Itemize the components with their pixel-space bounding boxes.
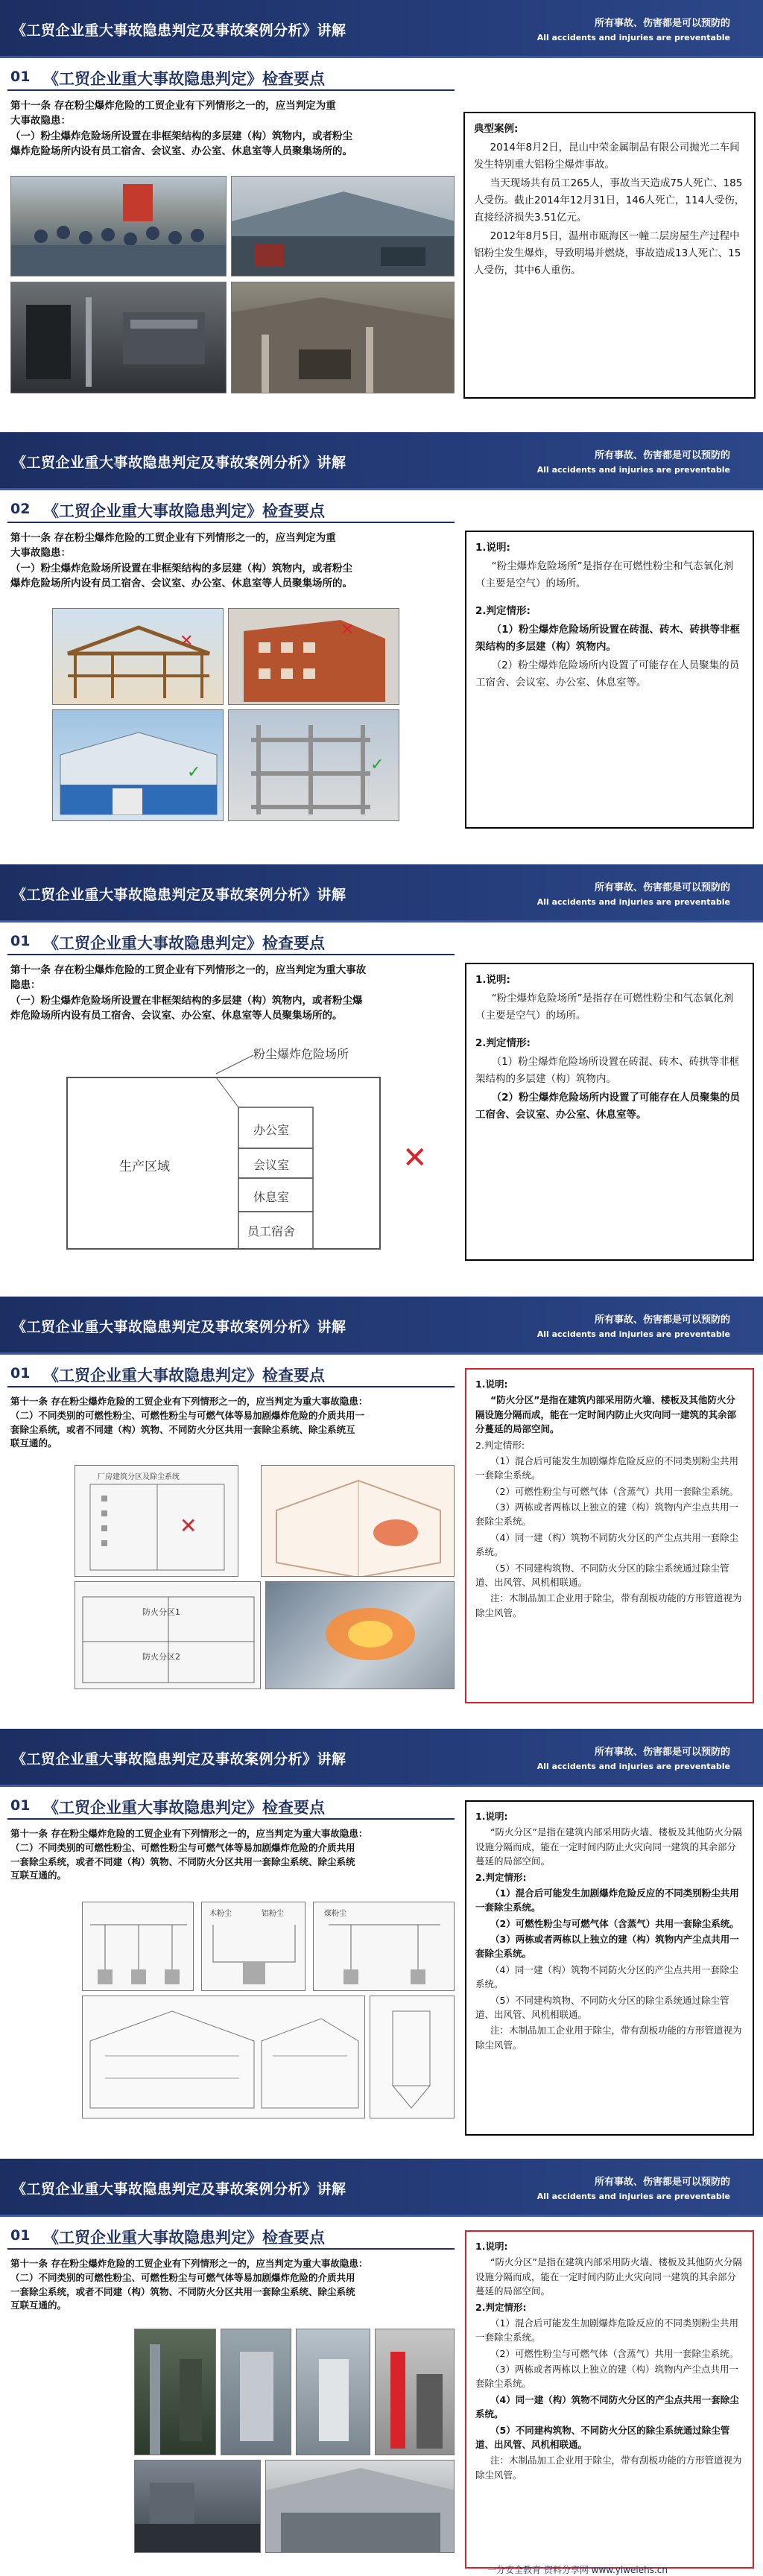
rule-line: （一）粉尘爆炸危险场所设置在非框架结构的多层建（构）筑物内，或者粉尘 xyxy=(10,562,352,575)
section-title: 《工贸企业重大事故隐患判定》检查要点 xyxy=(43,934,325,952)
rule-line: （二）不同类别的可燃性粉尘、可燃性粉尘与可燃气体等易加剧爆炸危险的介质共用 xyxy=(10,1841,355,1853)
rule-line: 爆炸危险场所内设有员工宿舍、会议室、办公室、休息室等人员聚集场所的。 xyxy=(10,145,352,157)
slide-3 xyxy=(0,864,763,1282)
section-number: 01 xyxy=(10,69,31,85)
svg-text:✓: ✓ xyxy=(187,763,201,782)
slogan-en: All accidents and injuries are preventable xyxy=(536,1762,730,1771)
slogan-en: All accidents and injuries are preventable xyxy=(536,465,730,475)
svg-text:✓: ✓ xyxy=(370,756,384,774)
photo-wood-frame xyxy=(52,608,224,705)
photo-factory-1 xyxy=(134,2329,216,2455)
timber-frame-illustration xyxy=(53,609,224,705)
building-3d-schematic xyxy=(262,1466,455,1577)
note-item: （2）可燃性粉尘与可燃气体（含蒸气）共用一套除尘系统。 xyxy=(490,2347,738,2359)
rule-line: 炸危险场所内设有员工宿舍、会议室、办公室、休息室等人员聚集场所的。 xyxy=(10,1009,343,1022)
slide-header xyxy=(0,0,763,58)
note-heading: 1.说明: xyxy=(475,542,510,554)
case-paragraph: 当天现场共有员工265人，事故当天造成75人死亡、185人受伤。截止2014年12月31日，146人死亡，114人受伤，直接经济损失3.51亿元。 xyxy=(474,177,745,224)
note-item: （1）混合后可能发生加剧爆炸危险反应的不同类别粉尘共用一套除尘系统。 xyxy=(475,1887,739,1914)
slogan-cn: 所有事故、伤害都是可以预防的 xyxy=(594,1747,730,1758)
note-item: 注：木制品加工企业用于除尘，带有刮板功能的方形管道视为除尘风管。 xyxy=(475,2025,742,2051)
rule-text xyxy=(10,98,458,159)
note-item: （5）不同建构筑物、不同防火分区的除尘系统通过除尘管道、出风管、风机相联通。 xyxy=(475,2424,730,2450)
slide-4 xyxy=(0,1297,763,1714)
section-number: 01 xyxy=(10,1797,31,1814)
rule-line: 套除尘系统，或者不同建（构）筑物、不同防火分区共用一套除尘系统、除尘系统互 xyxy=(10,1423,355,1435)
room-rest: 休息室 xyxy=(253,1190,290,1204)
rule-line: 一套除尘系统，或者不同建（构）筑物、不同防火分区共用一套除尘系统、除尘系统 xyxy=(10,1855,355,1867)
slogan-cn: 所有事故、伤害都是可以预防的 xyxy=(594,450,730,461)
rule-line: （一）粉尘爆炸危险场所设置在非框架结构的多层建（构）筑物内，或者粉尘爆 xyxy=(10,994,363,1007)
explanation-box xyxy=(465,963,754,1261)
svg-text:✕: ✕ xyxy=(180,632,194,651)
section-number: 01 xyxy=(10,933,31,949)
photo-crowd xyxy=(10,176,227,276)
rule-text xyxy=(10,963,458,1023)
note-heading: 2.判定情形: xyxy=(475,1871,527,1883)
photo-interior-1 xyxy=(10,282,227,393)
crowd-illustration xyxy=(11,177,227,276)
footer-url: 一分安全教育 资料分享网 www.yiweiehs.cn xyxy=(487,2565,668,2575)
photo-workshop-1 xyxy=(134,2460,261,2553)
note-item: 注：木制品加工企业用于除尘，带有刮板功能的方形管道视为除尘风管。 xyxy=(475,1592,742,1618)
diagram-caption: 厂房建筑分区及除尘系统 xyxy=(98,1473,180,1481)
note-paragraph: （2）粉尘爆炸危险场所内设置了可能存在人员聚集的员工宿舍、会议室、办公室、休息室等。 xyxy=(475,659,740,689)
diagram-dust-ducts-2 xyxy=(201,1902,305,1991)
note-heading: 2.判定情形: xyxy=(475,2301,527,2313)
diagram-collector xyxy=(370,1996,455,2118)
label-production-area: 生产区域 xyxy=(119,1159,170,1174)
steel-shed-illustration xyxy=(53,710,224,821)
slide-header xyxy=(0,1297,763,1355)
section-number: 02 xyxy=(10,501,31,517)
note-heading: 2.判定情形: xyxy=(475,604,531,617)
section-title: 《工贸企业重大事故隐患判定》检查要点 xyxy=(43,2229,325,2247)
collapsed-building-illustration xyxy=(232,282,455,393)
slide-header xyxy=(0,2159,763,2217)
zoning-schematic xyxy=(75,1466,238,1577)
section-title: 《工贸企业重大事故隐患判定》检查要点 xyxy=(43,70,325,88)
rule-line: 互联互通的。 xyxy=(10,2300,67,2311)
factory-illustration xyxy=(297,2329,370,2455)
note-heading: 1.说明: xyxy=(475,1379,508,1390)
rule-line: （二）不同类别的可燃性粉尘、可燃性粉尘与可燃气体等易加剧爆炸危险的介质共用一 xyxy=(10,1409,365,1421)
room-dorm: 员工宿舍 xyxy=(247,1224,296,1238)
rule-text xyxy=(10,2257,458,2313)
note-item: （5）不同建构筑物、不同防火分区的除尘系统通过除尘管道、出风管、风机相联通。 xyxy=(475,1994,729,2020)
fire-zone-label: 防火分区1 xyxy=(142,1607,180,1617)
note-paragraph: （2）粉尘爆炸危险场所内设置了可能存在人员聚集的员工宿舍、会议室、办公室、休息室等。 xyxy=(475,1091,740,1121)
slide-header xyxy=(0,432,763,490)
note-item: （4）同一建（构）筑物不同防火分区的产尘点共用一套除尘系统。 xyxy=(475,1963,738,1990)
section-title: 《工贸企业重大事故隐患判定》检查要点 xyxy=(43,502,325,520)
slogan-cn: 所有事故、伤害都是可以预防的 xyxy=(594,1314,730,1326)
rule-line: 联互通的。 xyxy=(10,1437,57,1449)
slide-2 xyxy=(0,432,763,849)
photo-factory-2 xyxy=(221,2329,291,2455)
header-title: 《工贸企业重大事故隐患判定及事故案例分析》讲解 xyxy=(12,455,346,471)
room-meeting: 会议室 xyxy=(253,1158,290,1172)
rule-line: 第十一条 存在粉尘爆炸危险的工贸企业有下列情形之一的，应当判定为重大事故隐患： xyxy=(10,1828,368,1839)
photo-factory-3 xyxy=(296,2329,370,2455)
spacer xyxy=(475,594,744,601)
rule-line: 大事故隐患： xyxy=(10,547,71,560)
photo-workshop-2 xyxy=(265,2460,455,2553)
slide-header xyxy=(0,864,763,923)
section-number: 01 xyxy=(10,1365,31,1382)
explanation-box xyxy=(465,531,754,829)
note-item: 注：木制品加工企业用于除尘，带有刮板功能的方形管道视为除尘风管。 xyxy=(475,2455,742,2481)
diagram-fire-zones xyxy=(75,1581,261,1689)
diagram-building-ducts xyxy=(82,1996,365,2118)
diagram-zoning xyxy=(75,1465,238,1577)
svg-text:✕: ✕ xyxy=(180,1513,197,1538)
rule-line: 第十一条 存在粉尘爆炸危险的工贸企业有下列情形之一的，应当判定为重 xyxy=(10,532,336,544)
section-underline xyxy=(7,1818,455,1820)
section-title: 《工贸企业重大事故隐患判定》检查要点 xyxy=(43,1799,325,1817)
factory-illustration xyxy=(376,2329,455,2455)
section-underline xyxy=(7,1386,455,1387)
note-heading: 1.说明: xyxy=(475,1811,508,1822)
photo-steel-shed xyxy=(52,709,224,821)
section-underline xyxy=(7,522,455,523)
note-paragraph: “粉尘爆炸危险场所”是指存在可燃性粉尘和气态氧化剂（主要是空气）的场所。 xyxy=(475,560,734,589)
note-item: （1）混合后可能发生加剧爆炸危险反应的不同类别粉尘共用一套除尘系统。 xyxy=(475,1455,738,1481)
note-item: （3）两栋或者两栋以上独立的建（构）筑物内产尘点共用一套除尘系统。 xyxy=(475,1501,738,1528)
section-underline xyxy=(7,954,455,955)
note-item: （1）混合后可能发生加剧爆炸危险反应的不同类别粉尘共用一套除尘系统。 xyxy=(475,2317,738,2344)
note-item: （5）不同建构筑物、不同防火分区的除尘系统通过除尘管道、出风管、风机相联通。 xyxy=(475,1562,729,1588)
photo-interior-2 xyxy=(231,282,455,393)
slide-header xyxy=(0,1729,763,1787)
header-title: 《工贸企业重大事故隐患判定及事故案例分析》讲解 xyxy=(12,1319,346,1335)
slogan-cn: 所有事故、伤害都是可以预防的 xyxy=(594,2177,730,2188)
note-heading: 2.判定情形: xyxy=(475,1037,531,1049)
explanation-box xyxy=(465,2230,754,2569)
diagram-3d-building xyxy=(261,1465,455,1577)
note-item: （2）可燃性粉尘与可燃气体（含蒸气）共用一套除尘系统。 xyxy=(490,1917,739,1929)
explanation-box xyxy=(465,1368,754,1703)
collector-schematic xyxy=(370,1996,455,2118)
factory-illustration xyxy=(221,2329,291,2455)
diagram-dust-ducts-3 xyxy=(313,1902,455,1991)
section-title: 《工贸企业重大事故隐患判定》检查要点 xyxy=(43,1367,325,1384)
rule-line: 隐患： xyxy=(10,979,41,992)
rule-line: 一套除尘系统，或者不同建（构）筑物、不同防火分区共用一套除尘系统、除尘系统 xyxy=(10,2285,355,2297)
dust-label-aluminium: 铝粉尘 xyxy=(262,1910,284,1918)
case-box xyxy=(463,112,756,399)
svg-text:✕: ✕ xyxy=(341,621,355,639)
duct-schematic xyxy=(83,1902,194,1991)
slogan-en: All accidents and injuries are preventable xyxy=(536,2192,730,2201)
rule-line: 大事故隐患： xyxy=(10,115,71,127)
note-item: （2）可燃性粉尘与可燃气体（含蒸气）共用一套除尘系统。 xyxy=(490,1485,738,1497)
explosion-scene-illustration xyxy=(266,1582,455,1689)
section-underline xyxy=(7,89,455,91)
header-title: 《工贸企业重大事故隐患判定及事故案例分析》讲解 xyxy=(12,22,346,39)
brick-building-illustration xyxy=(229,609,399,705)
header-title: 《工贸企业重大事故隐患判定及事故案例分析》讲解 xyxy=(12,1751,346,1768)
room-office: 办公室 xyxy=(253,1123,290,1137)
cross-mark-icon: ✕ xyxy=(402,1141,428,1175)
note-heading: 2.判定情形: xyxy=(475,1439,525,1451)
note-item: （4）同一建（构）筑物不同防火分区的产尘点共用一套除尘系统。 xyxy=(475,2393,739,2420)
note-item: （3）两栋或者两栋以上独立的建（构）筑物内产尘点共用一套除尘系统。 xyxy=(475,2364,738,2390)
rule-line: 第十一条 存在粉尘爆炸危险的工贸企业有下列情形之一的，应当判定为重 xyxy=(10,100,336,112)
photo-factory-4 xyxy=(375,2329,455,2455)
dust-label-wood: 木粉尘 xyxy=(209,1910,232,1918)
dust-label-coal: 煤粉尘 xyxy=(324,1910,346,1918)
workshop-illustration xyxy=(135,2461,261,2553)
note-heading: 1.说明: xyxy=(475,2241,508,2252)
slide-5 xyxy=(0,1729,763,2146)
case-paragraph: 2014年8月2日，昆山中荣金属制品有限公司抛光二车间发生特别重大铝粉尘爆炸事故。 xyxy=(474,141,740,171)
explanation-box xyxy=(465,1800,754,2136)
rule-text xyxy=(10,531,458,591)
label-dust-area: 粉尘爆炸危险场所 xyxy=(253,1047,349,1061)
note-heading: 1.说明: xyxy=(475,974,510,986)
rule-line: （一）粉尘爆炸危险场所设置在非框架结构的多层建（构）筑物内，或者粉尘 xyxy=(10,130,352,142)
slogan-en: All accidents and injuries are preventable xyxy=(536,33,730,42)
section-underline xyxy=(7,2248,455,2250)
photo-explosion xyxy=(265,1581,455,1689)
fire-zone-schematic xyxy=(75,1582,261,1689)
slogan-en: All accidents and injuries are preventable xyxy=(536,1329,730,1339)
section-number: 01 xyxy=(10,2227,31,2244)
rule-line: 爆炸危险场所内设有员工宿舍、会议室、办公室、休息室等人员聚集场所的。 xyxy=(10,577,352,589)
rule-line: 第十一条 存在粉尘爆炸危险的工贸企业有下列情形之一的，应当判定为重大事故隐患： xyxy=(10,1396,368,1407)
note-item: （3）两栋或者两栋以上独立的建（构）筑物内产尘点共用一套除尘系统。 xyxy=(475,1934,739,1960)
slogan-en: All accidents and injuries are preventable xyxy=(536,897,730,907)
fire-zone-label: 防火分区2 xyxy=(142,1652,180,1662)
slide-1 xyxy=(0,0,763,417)
rule-line: 互联互通的。 xyxy=(10,1870,67,1882)
case-paragraph: 2012年8月5日，温州市瓯海区一幢二层房屋生产过程中铝粉尘发生爆炸，导致明場并燃烧，事故造成13人死亡、15人受伤，其中6人重伤。 xyxy=(474,230,741,276)
rule-line: 第十一条 存在粉尘爆炸危险的工贸企业有下列情形之一的，应当判定为重大事故隐患： xyxy=(10,2258,368,2269)
case-title: 典型案例: xyxy=(474,123,519,135)
note-paragraph: “防火分区”是指在建筑内部采用防火墙、楼板及其他防火分隔设施分隔而成，能在一定时间内防止火灾向同一建筑的其余部分蔓延的局部空间。 xyxy=(475,2256,742,2297)
rule-text xyxy=(10,1395,458,1451)
spacer xyxy=(475,1026,744,1034)
photo-roof xyxy=(231,176,455,276)
header-title: 《工贸企业重大事故隐患判定及事故案例分析》讲解 xyxy=(12,2181,346,2197)
burned-interior-illustration xyxy=(11,282,227,393)
photo-brick-building xyxy=(228,608,399,705)
note-paragraph: “防火分区”是指在建筑内部采用防火墙、楼板及其他防火分隔设施分隔而成，能在一定时间内防止火灾向同一建筑的其余部分蔓延的局部空间。 xyxy=(475,1394,737,1435)
photo-concrete-frame xyxy=(228,709,399,821)
note-item: （4）同一建（构）筑物不同防火分区的产尘点共用一套除尘系统。 xyxy=(475,1531,738,1558)
workshop-illustration xyxy=(266,2461,455,2553)
slogan-cn: 所有事故、伤害都是可以预防的 xyxy=(594,18,730,29)
note-paragraph: （1）粉尘爆炸危险场所设置在砖混、砖木、砖拱等非框架结构的多层建（构）筑物内。 xyxy=(475,623,740,653)
header-title: 《工贸企业重大事故隐患判定及事故案例分析》讲解 xyxy=(12,887,346,903)
building-duct-schematic xyxy=(83,1996,365,2118)
factory-illustration xyxy=(135,2329,216,2455)
slide-6 xyxy=(0,2159,763,2576)
rule-text xyxy=(10,1827,458,1883)
note-paragraph: “防火分区”是指在建筑内部采用防火墙、楼板及其他防火分隔设施分隔而成，能在一定时间内防止火灾向同一建筑的其余部分蔓延的局部空间。 xyxy=(475,1826,742,1867)
slogan-cn: 所有事故、伤害都是可以预防的 xyxy=(594,882,730,893)
floor-plan-diagram xyxy=(37,1040,440,1264)
diagram-dust-ducts-1 xyxy=(82,1902,194,1991)
damaged-roof-illustration xyxy=(232,177,455,276)
rule-line: （二）不同类别的可燃性粉尘、可燃性粉尘与可燃气体等易加剧爆炸危险的介质共用 xyxy=(10,2271,355,2283)
floor-plan-svg xyxy=(37,1040,440,1264)
concrete-frame-illustration xyxy=(229,710,399,821)
note-paragraph: “粉尘爆炸危险场所”是指存在可燃性粉尘和气态氧化剂（主要是空气）的场所。 xyxy=(475,992,734,1022)
rule-line: 第十一条 存在粉尘爆炸危险的工贸企业有下列情形之一的，应当判定为重大事故 xyxy=(10,964,367,976)
note-paragraph: （1）粉尘爆炸危险场所设置在砖混、砖木、砖拱等非框架结构的多层建（构）筑物内。 xyxy=(475,1055,740,1085)
